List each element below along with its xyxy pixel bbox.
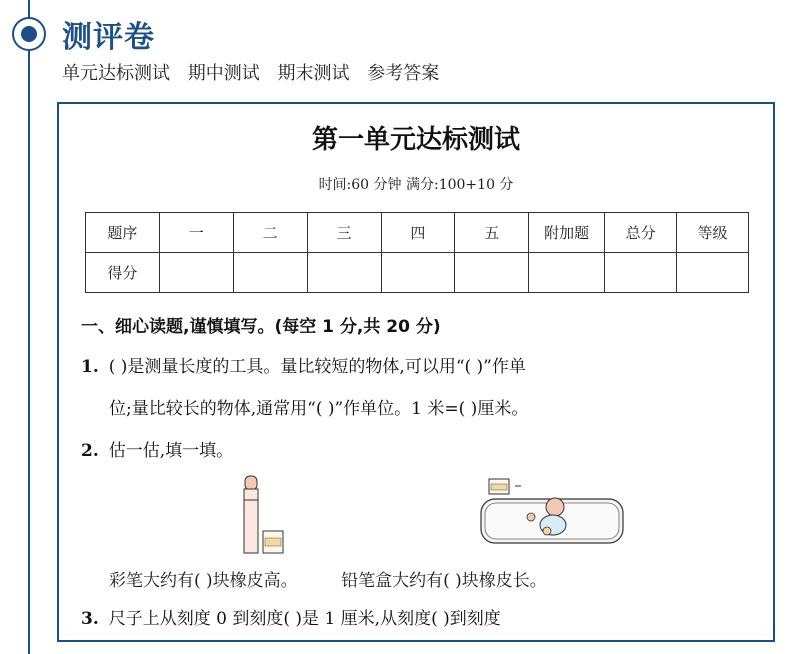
score-entry-cell[interactable] [381,253,455,293]
score-table [85,212,749,293]
part1-heading: 一、细心读题,谨慎填写。(每空 1 分,共 20 分) [81,317,441,337]
score-entry-cell[interactable] [233,253,307,293]
table-cell: 二 [233,213,307,253]
table-cell: 一 [159,213,233,253]
test-title: 第一单元达标测试 [311,125,520,155]
eraser-icon [263,531,283,553]
score-entry-cell[interactable] [159,253,233,293]
section-item-final: 期末测试 [277,63,350,84]
section-item-unit: 单元达标测试 [62,63,170,84]
marker-pen-icon [239,474,299,556]
score-entry-cell[interactable] [455,253,529,293]
table-cell: 五 [455,213,529,253]
answer-marker: 彩笔大约有( )块橡皮高。 [109,571,298,591]
question-number: 1. [81,357,99,377]
score-entry-cell[interactable] [529,253,605,293]
pencil-case-icon [479,477,629,549]
question-text: 估一估,填一填。 [108,441,234,461]
question-number: 3. [81,609,99,629]
question-1-line2 [81,394,528,419]
question-text: 尺子上从刻度 0 到刻度( )是 1 厘米,从刻度( )到刻度 [108,609,501,629]
section-item-midterm: 期中测试 [187,63,260,84]
test-paper [57,102,775,642]
table-cell: 三 [307,213,381,253]
table-cell: 总分 [605,213,677,253]
question-2 [81,436,233,461]
section-item-answers: 参考答案 [367,63,440,84]
score-entry-cell[interactable] [307,253,381,293]
table-cell: 等级 [677,213,749,253]
timeline-line [28,0,30,654]
test-meta: 时间:60 分钟 满分:100+10 分 [318,177,514,193]
table-cell: 题序 [86,213,160,253]
section-title: 测评卷 [62,20,155,55]
section-list [62,59,451,85]
score-entry-cell[interactable] [605,253,677,293]
question-1-line1 [81,352,526,377]
score-entry-cell[interactable] [677,253,749,293]
score-table-score-row [86,253,749,293]
question-text: ( )是测量长度的工具。量比较短的物体,可以用“( )”作单 [108,357,526,377]
question-text: 位;量比较长的物体,通常用“( )”作单位。1 米=( )厘米。 [109,399,529,419]
bullet-circle-icon [12,17,46,51]
table-cell: 附加题 [529,213,605,253]
question-3 [81,604,501,629]
question-2-answers [109,566,585,591]
answer-pencil-case: 铅笔盒大约有( )块橡皮长。 [341,571,547,591]
question-number: 2. [81,441,99,461]
score-table-header-row [86,213,749,253]
table-cell: 得分 [86,253,160,293]
table-cell: 四 [381,213,455,253]
